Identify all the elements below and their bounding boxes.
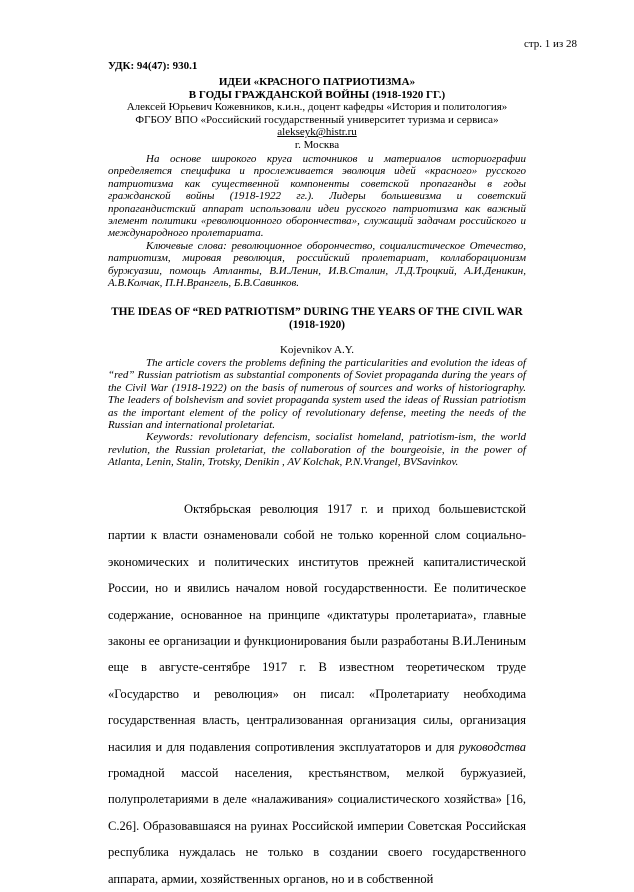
russian-abstract: На основе широкого круга источников и материалов историографии определяется специфика и прослеживается эволюция идей «красного» русского патриотизма как существенной компоненты советской пропаганды в годы гражданской войны (1918-1922 гг.). Лидеры большевизма и советский пропагандистский аппарат использовали идеи русского патриотизма как важный элемент политики «революционного оборончества», служащий задачам российского и международного пролетариата.: [108, 153, 526, 240]
english-abstract: The article covers the problems defining the particularities and evolution the ideas of “red” Russian patriotism as substantial components of Soviet propaganda during the years of the Civil War (1918-1922) on the basis of numerous of sources and works of historiography. The leaders of bolshevism and soviet propaganda system used the ideas of Russian patriotism as the important element of the policy of revolutionary defense, meeting the needs of the Russian and international proletariat.: [108, 357, 526, 432]
city-line: г. Москва: [294, 138, 340, 151]
body-paragraph: [108, 496, 526, 892]
russian-title-line1: ИДЕИ «КРАСНОГО ПАТРИОТИЗМА»: [218, 76, 416, 88]
english-title-block: [108, 306, 526, 331]
main-body-text: [108, 496, 526, 892]
page-number: стр. 1 из 28: [523, 38, 577, 50]
english-author: Kojevnikov A.Y.: [279, 344, 355, 356]
body-text-part1: Октябрьская революция 1917 г. и приход большевистской партии к власти ознаменовали собой не только коренной слом социально-экономических и политических институтов прежней капиталистической России, но и явились началом новой государственности. Ее политическое содержание, основанное на принципе «диктатуры пролетариата», главные законы ее организации и функционирования были разработаны В.И.Лениным еще в августе-сентябре 1917 г. В известном теоретическом труде «Государство и революция» он писал: «Пролетариату необходима государственная власть, централизованная организация силы, организация насилия и для подавления сопротивления эксплуататоров и для: [108, 502, 526, 754]
udk-code: УДК: 94(47): 930.1: [108, 60, 198, 72]
english-keywords: Keywords: revolutionary defencism, socialist homeland, patriotism-ism, the world revlution, the Russian proletariat, the collaboration of the bourgeoisie, in the power of Atlanta, Lenin, Stalin, Trotsky, Denikin , AV Kolchak, P.N.Vrangel, BVSavinkov.: [108, 431, 526, 469]
english-title-line1: THE IDEAS OF “RED PATRIOTISM” DURING THE YEARS OF THE CIVIL WAR: [111, 306, 523, 318]
russian-header: [108, 76, 526, 152]
english-abstract-block: [108, 357, 526, 469]
affiliation-line: ФГБОУ ВПО «Российский государственный университет туризма и сервиса»: [135, 113, 499, 126]
russian-abstract-block: [108, 153, 526, 289]
body-emphasis: руководства: [458, 739, 526, 754]
russian-title-line2: В ГОДЫ ГРАЖДАНСКОЙ ВОЙНЫ (1918-1920 ГГ.): [188, 88, 446, 101]
body-text-part2: громадной массой населения, крестьянством, мелкой буржуазией, полупролетариями в деле «налаживания» социалистического хозяйства» [16, С.26]. Образовавшаяся на руинах Российской империи Советская Российская республика нуждалась не только в создании своего государственного аппарата, армии, хозяйственных органов, но и в собственной: [108, 766, 526, 886]
author-email-link[interactable]: alekseyk@histr.ru: [277, 126, 357, 139]
english-title-line2: (1918-1920): [289, 318, 345, 331]
author-line: Алексей Юрьевич Кожевников, к.и.н., доцент кафедры «История и политология»: [126, 101, 508, 114]
russian-keywords: Ключевые слова: революционное оборончество, социалистическое Отечество, патриотизм, мировая революция, российский пролетариат, коллаборационизм буржуазии, помощь Атланты, В.И.Ленин, И.В.Сталин, Л.Д.Троцкий, А.И.Деникин, А.В.Колчак, П.Н.Врангель, Б.В.Савинков.: [108, 239, 526, 290]
